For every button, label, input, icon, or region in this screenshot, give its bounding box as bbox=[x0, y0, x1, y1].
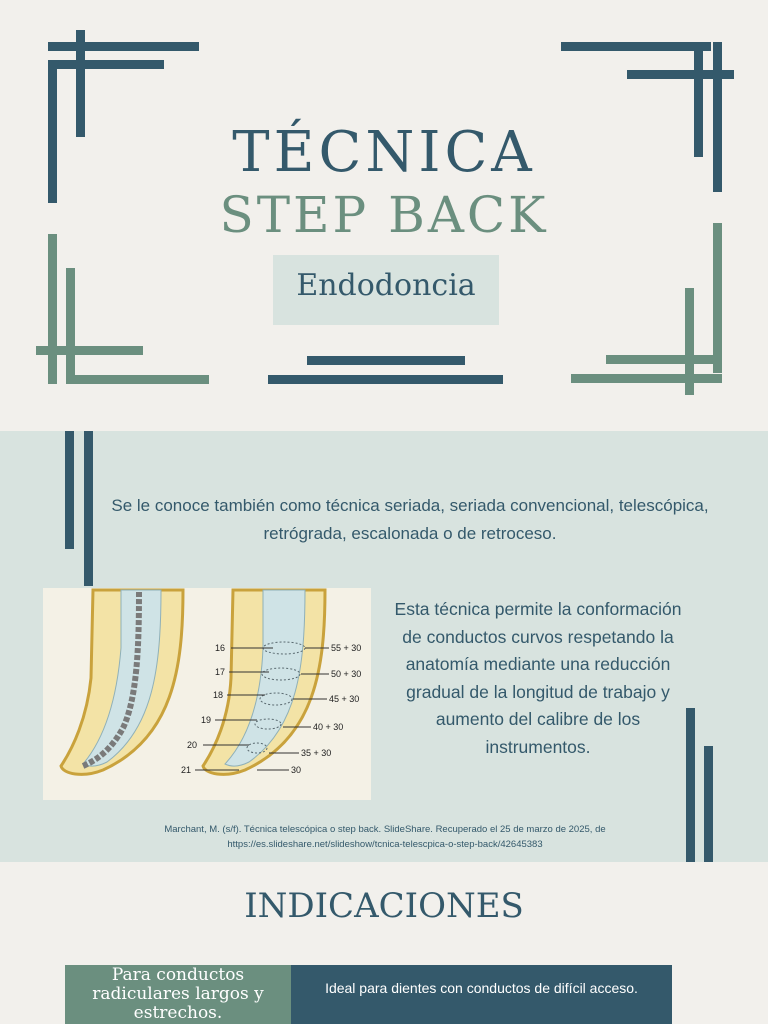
indications-title: INDICACIONES bbox=[244, 886, 524, 926]
reference-citation: Marchant, M. (s/f). Técnica telescópica o step back. SlideShare. Recuperado el 25 de marzo de 2025, de https://es.slideshare.net/slideshow/tcnica-telescpica-o-step-back/42645383 bbox=[164, 824, 606, 850]
figure-label-left-1: 16 bbox=[215, 643, 226, 653]
page-title-line1: TÉCNICA bbox=[232, 120, 536, 185]
subtitle-box bbox=[273, 255, 499, 325]
figure-label-left-3: 18 bbox=[213, 690, 224, 700]
figure-label-right-4: 40 + 30 bbox=[313, 722, 344, 732]
figure-label-left-5: 20 bbox=[187, 740, 198, 750]
band-accent-left-2 bbox=[84, 431, 93, 586]
indication-cell-right: Ideal para dientes con conductos de difícil acceso. bbox=[291, 965, 672, 1024]
root-canal-figure bbox=[43, 588, 371, 800]
band-accent-left-1 bbox=[65, 431, 74, 549]
title-divider-bottom bbox=[268, 375, 503, 384]
figure-label-left-6: 21 bbox=[181, 765, 192, 775]
figure-label-left-2: 17 bbox=[215, 667, 226, 677]
figure-label-right-3: 45 + 30 bbox=[329, 694, 360, 704]
title-divider-top bbox=[307, 356, 465, 365]
root-canal-illustration bbox=[43, 588, 371, 800]
figure-label-left-4: 19 bbox=[201, 715, 212, 725]
description-text: Esta técnica permite la conformación de conductos curvos respetando la anatomía mediante una reducción gradual de la longitud de trabajo y aumento del calibre de los instrumentos. bbox=[394, 599, 682, 757]
band-accent-right-2 bbox=[704, 746, 713, 862]
figure-label-right-5: 35 + 30 bbox=[301, 748, 332, 758]
indication-cell-left: Para conductos radiculares largos y estrechos. bbox=[65, 965, 291, 1024]
figure-label-right-6: 30 bbox=[291, 765, 302, 775]
intro-text: Se le conoce también como técnica seriada, seriada convencional, telescópica, retrógrada, escalonada o de retroceso. bbox=[111, 496, 709, 543]
figure-label-right-2: 50 + 30 bbox=[331, 669, 362, 679]
subtitle: Endodoncia bbox=[296, 268, 476, 303]
figure-label-right-1: 55 + 30 bbox=[331, 643, 362, 653]
page-title-line2: STEP BACK bbox=[219, 186, 549, 244]
